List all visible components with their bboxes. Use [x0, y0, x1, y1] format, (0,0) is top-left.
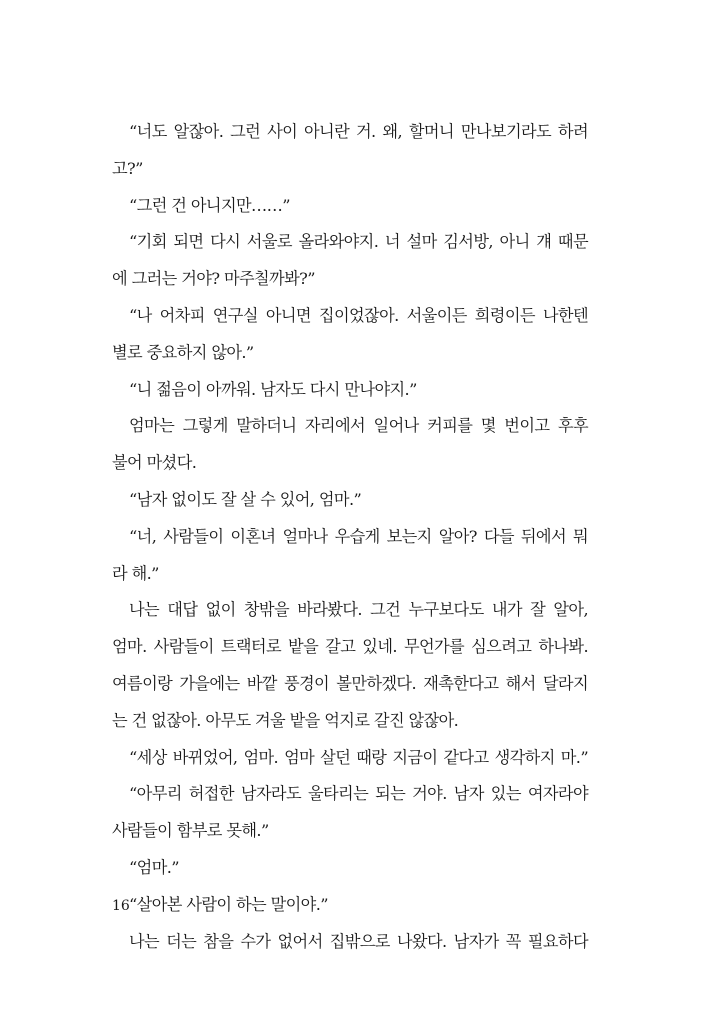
text-line: “기회 되면 다시 서울로 올라와야지. 너 설마 김서방, 아니 걔 때문: [129, 232, 588, 252]
text-line: “엄마.”: [129, 857, 179, 877]
text-line: 엄마는 그렇게 말하더니 자리에서 일어나 커피를 몇 번이고 후후: [129, 416, 588, 436]
text-line: “니 젊음이 아까워. 남자도 다시 만나야지.”: [129, 379, 417, 399]
text-line: “너, 사람들이 이혼녀 얼마나 우습게 보는지 알아? 다들 뒤에서 뭐: [129, 526, 588, 546]
text-line: 사람들이 함부로 못해.”: [112, 821, 269, 841]
text-line: 고?”: [112, 158, 143, 178]
text-line: 에 그러는 거야? 마주칠까봐?”: [112, 269, 315, 289]
text-line: 나는 더는 참을 수가 없어서 집밖으로 나왔다. 남자가 꼭 필요하다: [129, 931, 588, 951]
text-line: “그런 건 아니지만……”: [129, 195, 290, 215]
text-line: “아무리 허접한 남자라도 울타리는 되는 거야. 남자 있는 여자라야: [129, 784, 588, 804]
text-line: 나는 대답 없이 창밖을 바라봤다. 그건 누구보다도 내가 잘 알아,: [129, 600, 588, 620]
text-line: “너도 알잖아. 그런 사이 아니란 거. 왜, 할머니 만나보기라도 하려: [129, 122, 588, 141]
text-line: “나 어차피 연구실 아니면 집이었잖아. 서울이든 희령이든 나한텐: [129, 305, 588, 325]
text-line: 는 건 없잖아. 아무도 겨울 밭을 억지로 갈진 않잖아.: [112, 710, 459, 730]
text-line: 엄마. 사람들이 트랙터로 밭을 갈고 있네. 무언가를 심으려고 하나봐.: [112, 637, 588, 657]
page-number: 16: [112, 898, 130, 914]
text-line: 여름이랑 가을에는 바깥 풍경이 볼만하겠다. 재촉한다고 해서 달라지: [112, 673, 588, 693]
text-line: “살아본 사람이 하는 말이야.”: [129, 894, 328, 914]
text-line: 불어 마셨다.: [112, 453, 197, 473]
text-line: 라 해.”: [112, 563, 159, 583]
text-line: 별로 중요하지 않아.”: [112, 342, 254, 362]
text-line: “남자 없이도 잘 살 수 있어, 엄마.”: [129, 489, 362, 509]
text-line: “세상 바뀌었어, 엄마. 엄마 살던 때랑 지금이 같다고 생각하지 마.”: [129, 747, 588, 767]
body-text: [112, 114, 588, 960]
